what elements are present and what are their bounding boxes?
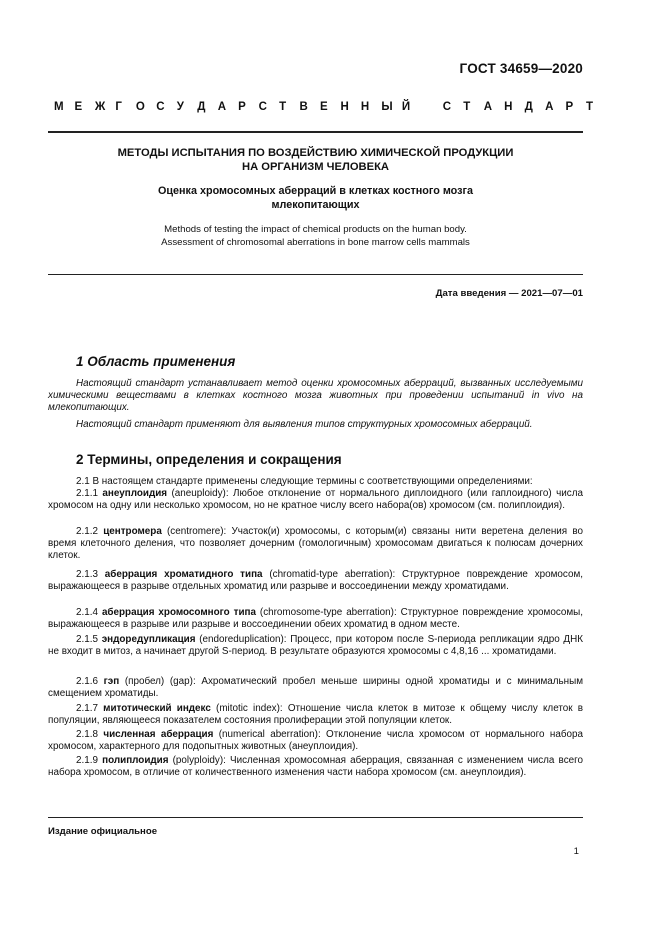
term-name: центромера <box>103 526 162 537</box>
heading-letter: Т <box>586 101 594 113</box>
term-number: 2.1.6 <box>76 676 98 687</box>
heading-letter: Е <box>74 101 83 113</box>
heading-letter: А <box>217 101 226 113</box>
section-2-heading: 2 Термины, определения и сокращения <box>76 452 342 467</box>
heading-letter: Н <box>340 101 349 113</box>
heading-letter: С <box>442 101 452 113</box>
term-2-1-5 <box>48 634 583 658</box>
document-title <box>48 147 583 174</box>
term-number: 2.1.1 <box>76 488 98 499</box>
date-introduced: Дата введения — 2021—07—01 <box>435 288 583 299</box>
heading-letter: Й <box>401 101 411 113</box>
term-name: митотический индекс <box>103 703 211 714</box>
term-name: гэп <box>103 676 120 687</box>
term-number: 2.1.3 <box>76 569 98 580</box>
section-1-paragraph-2: Настоящий стандарт применяют для выявления типов структурных хромосомных аберраций. <box>76 419 533 430</box>
term-2-1-8 <box>48 729 583 753</box>
term-2-1-7 <box>48 703 583 727</box>
term-name: анеуплоидия <box>102 488 168 499</box>
term-definition: (пробел) (gap): Ахроматический пробел меньше ширины одной хроматиды и с минимальным смещением хроматиды. <box>48 676 583 699</box>
term-definition: (centromere): Участок(и) хромосомы, с которым(и) связаны нити веретена деления во время клеточного деления, что позволяет дочерним (гомологичным) хромосомам двигаться к полюсам дочерних клеток. <box>48 526 583 561</box>
heading-letter: В <box>299 101 308 113</box>
term-number: 2.1.8 <box>76 729 98 740</box>
term-number: 2.1.7 <box>76 703 98 714</box>
document-subtitle <box>48 185 583 212</box>
term-definition: (numerical aberration): Отклонение числа хромосом от нормального набора хромосом, характерного для подопытных животных (анеуплоидия). <box>48 729 583 752</box>
page-number: 1 <box>573 846 579 857</box>
heading-letter: Н <box>504 101 513 113</box>
subtitle-line-2: млекопитающих <box>271 198 360 211</box>
heading-letter: Ы <box>381 101 393 113</box>
term-name: полиплоидия <box>102 755 169 766</box>
heading-letter: У <box>176 101 184 113</box>
term-2-1-4 <box>48 607 583 631</box>
heading-letter: Р <box>238 101 246 113</box>
term-definition: (mitotic index): Отношение числа клеток в митозе к общему числу клеток в популяции, являющееся показателем состояния пролиферации этой популяции клеток. <box>48 703 583 726</box>
heading-letter: Г <box>115 101 122 113</box>
english-title-line-1: Methods of testing the impact of chemical products on the human body. <box>164 224 467 235</box>
term-2-1-1 <box>48 488 583 512</box>
term-definition: (polyploidy): Численная хромосомная аберрация, связанная с изменением числа всего набора хромосом, в отличие от количественного изменения части набора хромосом (см. анеуплоидия). <box>48 755 583 778</box>
term-2-1-3 <box>48 569 583 593</box>
section-1-heading: 1 Область применения <box>76 354 236 369</box>
english-title <box>48 224 583 249</box>
heading-letter: Р <box>565 101 574 113</box>
term-number: 2.1.2 <box>76 526 98 537</box>
heading-letter: О <box>135 101 145 113</box>
term-2-1-9 <box>48 755 583 779</box>
heading-letter: Т <box>463 101 471 113</box>
heading-letter: А <box>483 101 492 113</box>
footer-divider <box>48 817 583 818</box>
heading-letter: Ж <box>94 101 106 113</box>
section-2-intro: 2.1 В настоящем стандарте применены следующие термины с соответствующими определениями: <box>76 476 533 487</box>
term-definition: (chromosome-type aberration): Структурное повреждение хромосомы, выражающееся в разрыве или разрыве и воссоединении обеих хроматид в одном месте. <box>48 607 584 630</box>
heading-letter: М <box>54 101 64 113</box>
heading-letter: Е <box>320 101 328 113</box>
term-name: аберрация хромосомного типа <box>101 607 256 618</box>
header-divider <box>48 131 583 133</box>
term-number: 2.1.5 <box>76 634 98 645</box>
term-2-1-6 <box>48 676 583 700</box>
heading-letter: Д <box>524 101 533 113</box>
term-name: эндоредупликация <box>101 634 196 645</box>
official-edition-label: Издание официальное <box>48 826 158 837</box>
gost-number: ГОСТ 34659—2020 <box>459 61 583 76</box>
heading-letter: А <box>545 101 554 113</box>
term-name: аберрация хроматидного типа <box>104 569 263 580</box>
english-title-line-2: Assessment of chromosomal aberrations in bone marrow cells mammals <box>161 236 470 248</box>
term-number: 2.1.4 <box>76 607 98 618</box>
heading-letter: Т <box>279 101 287 113</box>
term-2-1-2 <box>48 526 583 562</box>
term-definition: (endoreduplication): Процесс, при котором после S-периода репликации ядро ДНК не входит в митоз, а начинает другой S-период. В результате образуются хромосомы с 4,8,16 ... хроматидами. <box>48 634 583 657</box>
heading-letter: Д <box>197 101 206 113</box>
heading-letter: С <box>156 101 165 113</box>
title-line-1: МЕТОДЫ ИСПЫТАНИЯ ПО ВОЗДЕЙСТВИЮ ХИМИЧЕСКОЙ ПРОДУКЦИИ <box>117 147 514 159</box>
title-divider <box>48 274 583 275</box>
heading-letter: Н <box>360 101 370 113</box>
term-number: 2.1.9 <box>76 755 98 766</box>
title-line-2: НА ОРГАНИЗМ ЧЕЛОВЕКА <box>241 160 390 173</box>
subtitle-line-1: Оценка хромосомных аберраций в клетках костного мозга <box>158 185 473 197</box>
term-definition: (chromatid-type aberration): Структурное повреждение хромосом, выражающееся в разрыве отдельных хроматид или разрыве и воссоединении между хроматидами. <box>48 569 583 592</box>
heading-letter: С <box>258 101 267 113</box>
section-1-paragraph-1: Настоящий стандарт устанавливает метод оценки хромосомных аберраций, вызванных исследуемыми химическими веществами в клетках костного мозга животных при проведении испытаний in vivo на млекопитающих. <box>48 378 583 413</box>
term-name: численная аберрация <box>103 729 214 740</box>
term-definition: (aneuploidy): Любое отклонение от нормального диплоидного (или гаплоидного) числа хромосом на одну или несколько хромосом, но не кратное числу всего набора(ов) хромосом (см. полиплоидия). <box>48 488 583 511</box>
